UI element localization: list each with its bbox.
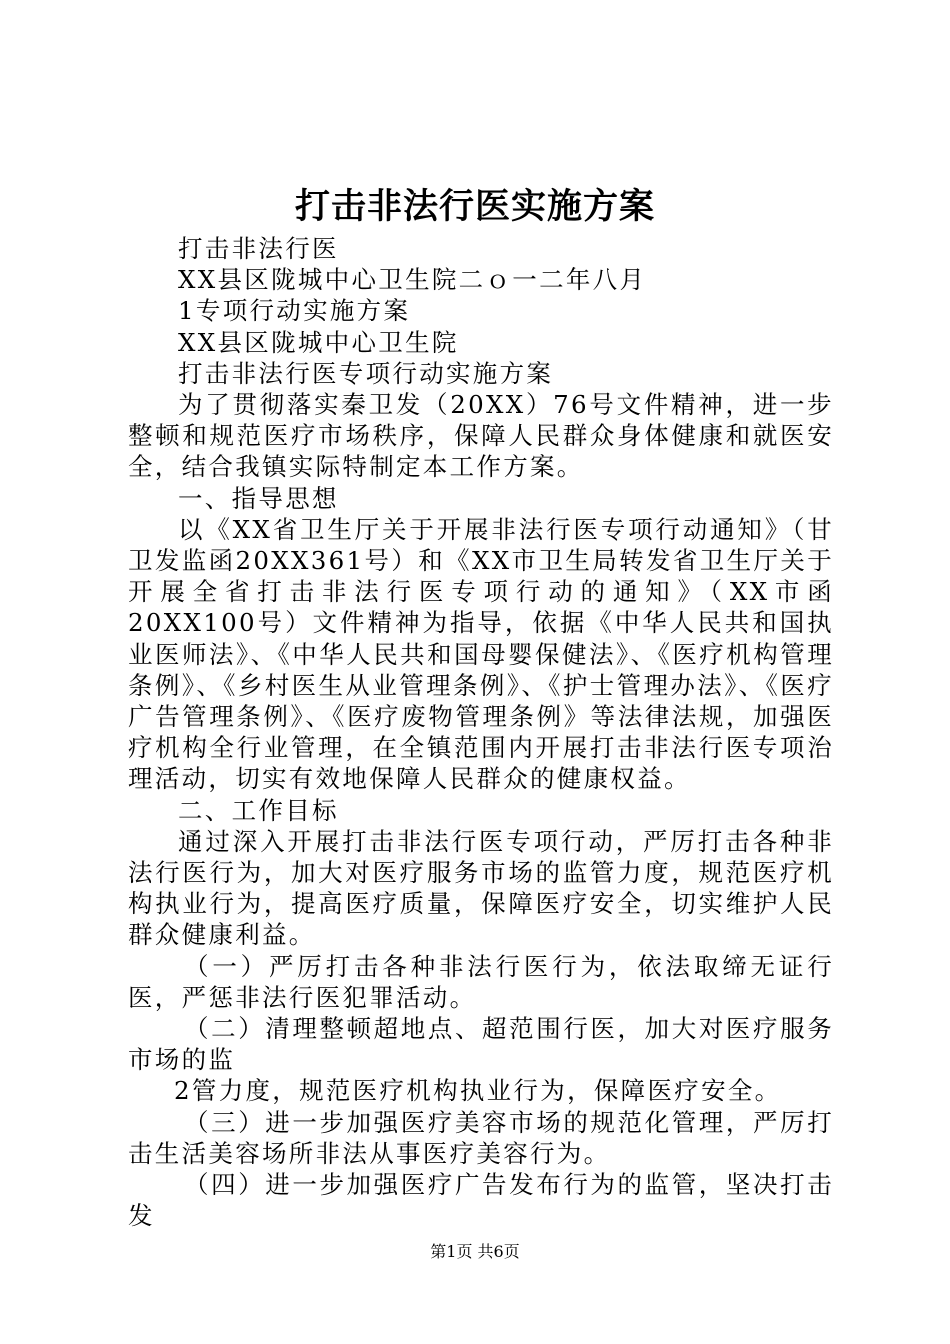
paragraph-subtitle: 1专项行动实施方案 bbox=[178, 296, 411, 326]
paragraph-work-goals: 通过深入开展打击非法行医专项行动，严厉打击各种非法行医行为，加大对医疗服务市场的监管力度，规范医疗机构执业行为，提高医疗质量，保障医疗安全，切实维护人民群众健康利益。 bbox=[128, 826, 834, 950]
document-body bbox=[128, 233, 834, 1232]
document-title: 打击非法行医实施方案 bbox=[294, 186, 655, 227]
paragraph-goal-2-continued: 2管力度，规范医疗机构执业行为，保障医疗安全。 bbox=[174, 1076, 782, 1106]
page-number-footer: 第1页 共6页 bbox=[430, 1242, 520, 1261]
list-item-goal-2: （二）清理整顿超地点、超范围行医，加大对医疗服务市场的监 bbox=[128, 1014, 834, 1075]
paragraph-issuer-date: XX县区陇城中心卫生院二ｏ一二年八月 bbox=[178, 265, 647, 295]
list-item-goal-4: （四）进一步加强医疗广告发布行为的监管，坚决打击发 bbox=[128, 1170, 834, 1231]
section-heading-work-goals: 二、工作目标 bbox=[178, 795, 339, 825]
paragraph-plan-name: 打击非法行医专项行动实施方案 bbox=[178, 358, 554, 388]
section-heading-guiding-ideology: 一、指导思想 bbox=[178, 483, 339, 513]
list-item-goal-1: （一）严厉打击各种非法行医行为，依法取缔无证行医，严惩非法行医犯罪活动。 bbox=[128, 951, 834, 1012]
paragraph-issuer: XX县区陇城中心卫生院 bbox=[178, 327, 459, 357]
paragraph-heading-line: 打击非法行医 bbox=[178, 234, 339, 263]
paragraph-intro: 为了贯彻落实秦卫发（20XX）76号文件精神，进一步整顿和规范医疗市场秩序，保障人民群众身体健康和就医安全，结合我镇实际特制定本工作方案。 bbox=[128, 390, 834, 482]
list-item-goal-3: （三）进一步加强医疗美容市场的规范化管理，严厉打击生活美容场所非法从事医疗美容行为。 bbox=[128, 1107, 834, 1168]
paragraph-guiding-ideology: 以《XX省卫生厅关于开展非法行医专项行动通知》（甘卫发监函20XX361号）和《XX市卫生局转发省卫生厅关于开展全省打击非法行医专项行动的通知》（XX市函20XX100号）文件精神为指导，依据《中华人民共和国执业医师法》、《中华人民共和国母婴保健法》、《医疗机构管理条例》、《乡村医生从业管理条例》、《护士管理办法》、《医疗广告管理条例》、《医疗废物管理条例》等法律法规，加强医疗机构全行业管理，在全镇范围内开展打击非法行医专项治理活动，切实有效地保障人民群众的健康权益。 bbox=[128, 514, 834, 794]
